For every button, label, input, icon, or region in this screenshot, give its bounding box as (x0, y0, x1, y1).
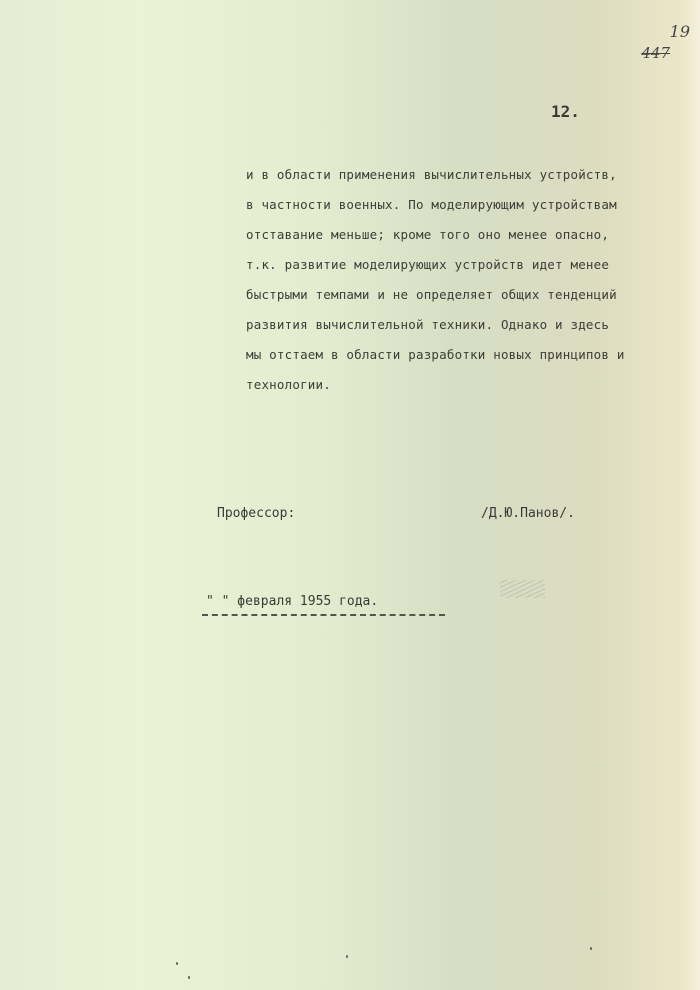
paper-speck (590, 947, 592, 950)
body-line: и в области применения вычислительных устройств, (246, 167, 617, 182)
body-line: мы отстаем в области разработки новых принципов и (246, 347, 625, 362)
body-text (246, 160, 686, 400)
paper-speck (346, 955, 348, 958)
signatory-name: /Д.Ю.Панов/. (481, 506, 575, 521)
body-line: т.к. развитие моделирующих устройств идет менее (246, 257, 610, 272)
document-date: " " февраля 1955 года. (206, 594, 379, 609)
handwritten-struck-number: 447 (641, 44, 670, 62)
body-line: развития вычислительной техники. Однако и здесь (246, 317, 610, 332)
body-line: технологии. (246, 377, 331, 392)
faint-stamp-mark (500, 580, 545, 598)
signatory-title: Профессор: (217, 506, 296, 521)
body-line: отставание меньше; кроме того оно менее опасно, (246, 227, 610, 242)
body-line: быстрыми темпами и не определяет общих тенденций (246, 287, 617, 302)
page-number: 12. (551, 102, 580, 121)
date-underline (202, 614, 445, 616)
body-line: в частности военных. По моделирующим устройствам (246, 197, 617, 212)
handwritten-folio-number: 19 (669, 22, 690, 41)
paper-speck (188, 976, 190, 979)
paper-speck (176, 962, 178, 965)
